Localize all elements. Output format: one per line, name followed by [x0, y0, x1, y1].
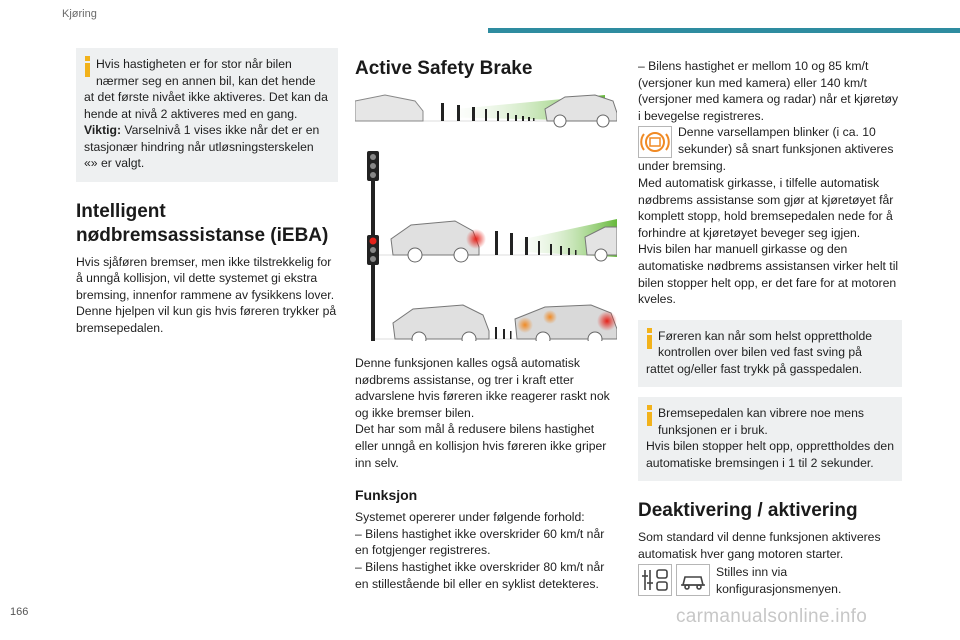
asb-para-2: Det har som mål å redusere bilens hastighet eller unngå en kollisjon hvis føreren ikke griper inn selv. [355, 422, 607, 470]
active-safety-brake-illustration [355, 91, 617, 341]
note-line-1: Hvis hastigheten er for stor når bilen [96, 57, 292, 71]
brake-warning-lamp-icon [638, 126, 672, 158]
config-line-1: Stilles inn via [716, 565, 788, 580]
iEBA-body: Hvis sjåføren bremser, men ikke tilstrekkelig for å unngå kollisjon, vil dette systemet gi ekstra bremsing, innenfor rammene av fysikkens lover. Denne hjelpen vil kun gis hvis føreren trykker på bremsepedalen. [76, 254, 337, 335]
lamp-rest: under bremsing. [638, 159, 727, 174]
watermark: carmanualsonline.info [676, 606, 868, 627]
scene-1 [355, 95, 617, 127]
note-bold-label: Viktig: [84, 123, 122, 137]
note-bold-text: Varselnivå 1 vises ikke når det er en stasjonær hindring når utløsningsterskelen «» er valgt. [84, 123, 320, 170]
column-1 [76, 48, 338, 336]
lamp-line-2: sekunder) så snart funksjonen aktiveres [678, 141, 894, 156]
info-icon [85, 56, 90, 77]
note-text: Hvis bilen stopper helt opp, opprettholdes den automatiske bremsingen i 1 til 2 sekunder. [646, 439, 894, 470]
header-section-title: Kjøring [62, 8, 97, 20]
info-icon [647, 328, 652, 349]
asb-para-1: Denne funksjonen kalles også automatisk nødbrems assistanse, og trer i kraft etter advarslene hvis føreren ikke reagerer raskt nok og ikke bremser bilen. [355, 356, 610, 420]
note-line-2: funksjonen er i bruk. [658, 422, 768, 437]
warning-lamp-row [638, 124, 902, 175]
asb-heading: Active Safety Brake [355, 58, 533, 79]
header-accent-bar [488, 28, 960, 33]
page-number: 166 [10, 606, 29, 618]
note-text: at det første nivået ikke aktiveres. Det kan da hende at nivå 2 aktiveres med en gang. [84, 90, 328, 121]
config-row [638, 564, 902, 597]
deactivation-body: Som standard vil denne funksjonen aktiveres automatisk hver gang motoren starter. [638, 530, 881, 561]
info-note [76, 48, 338, 182]
info-icon [647, 405, 652, 426]
note-line-1: Føreren kan når som helst opprettholde [658, 328, 873, 343]
funksjon-intro: Systemet opererer under følgende forhold: [355, 510, 585, 525]
scene-2 [367, 151, 617, 262]
column-3 [638, 58, 902, 598]
config-line-2: konfigurasjonsmenyen. [716, 582, 842, 596]
settings-menu-icon [638, 564, 672, 596]
note-line-1: Bremsepedalen kan vibrere noe mens [658, 406, 864, 421]
funksjon-heading: Funksjon [355, 487, 418, 504]
condition-1: – Bilens hastighet ikke overskrider 60 km/t når en fotgjenger registreres. [355, 526, 605, 558]
info-note-control [638, 320, 902, 388]
note-line-2: kontrollen over bilen ved fast sving på [658, 345, 862, 360]
car-driving-aid-icon [676, 564, 710, 596]
note-text: rattet og/eller fast trykk på gasspedalen. [646, 361, 863, 376]
condition-2: – Bilens hastighet ikke overskrider 80 km/t når en stillestående bil eller en syklist detekteres. [355, 559, 605, 591]
deactivation-heading: Deaktivering / aktivering [638, 500, 858, 522]
auto-gearbox-text: Med automatisk girkasse, i tilfelle automatisk nødbrems assistanse som gjør at kjøretøyet får komplett stopp, hold bremsepedalen nede for å forhindre at kjøretøyet beveger seg igjen. [638, 175, 894, 240]
condition-3: – Bilens hastighet er mellom 10 og 85 km/t (versjoner kun med kamera) eller 140 km/t (versjoner med kamera og radar) når et kjøretøy i bevegelse registreres. [638, 59, 899, 123]
info-note-vibration [638, 397, 902, 481]
manual-gearbox-text: Hvis bilen har manuell girkasse og den automatiske nødbrems assistansen virker helt til bilen stopper helt opp, er det fare for at motoren kveles. [638, 242, 899, 307]
lamp-line-1: Denne varsellampen blinker (i ca. 10 [678, 125, 876, 140]
note-line-2: nærmer seg en annen bil, kan det hende [96, 73, 316, 88]
iEBA-heading: Intelligent nødbremsassistanse (iEBA) [76, 200, 329, 246]
column-2 [355, 48, 617, 592]
